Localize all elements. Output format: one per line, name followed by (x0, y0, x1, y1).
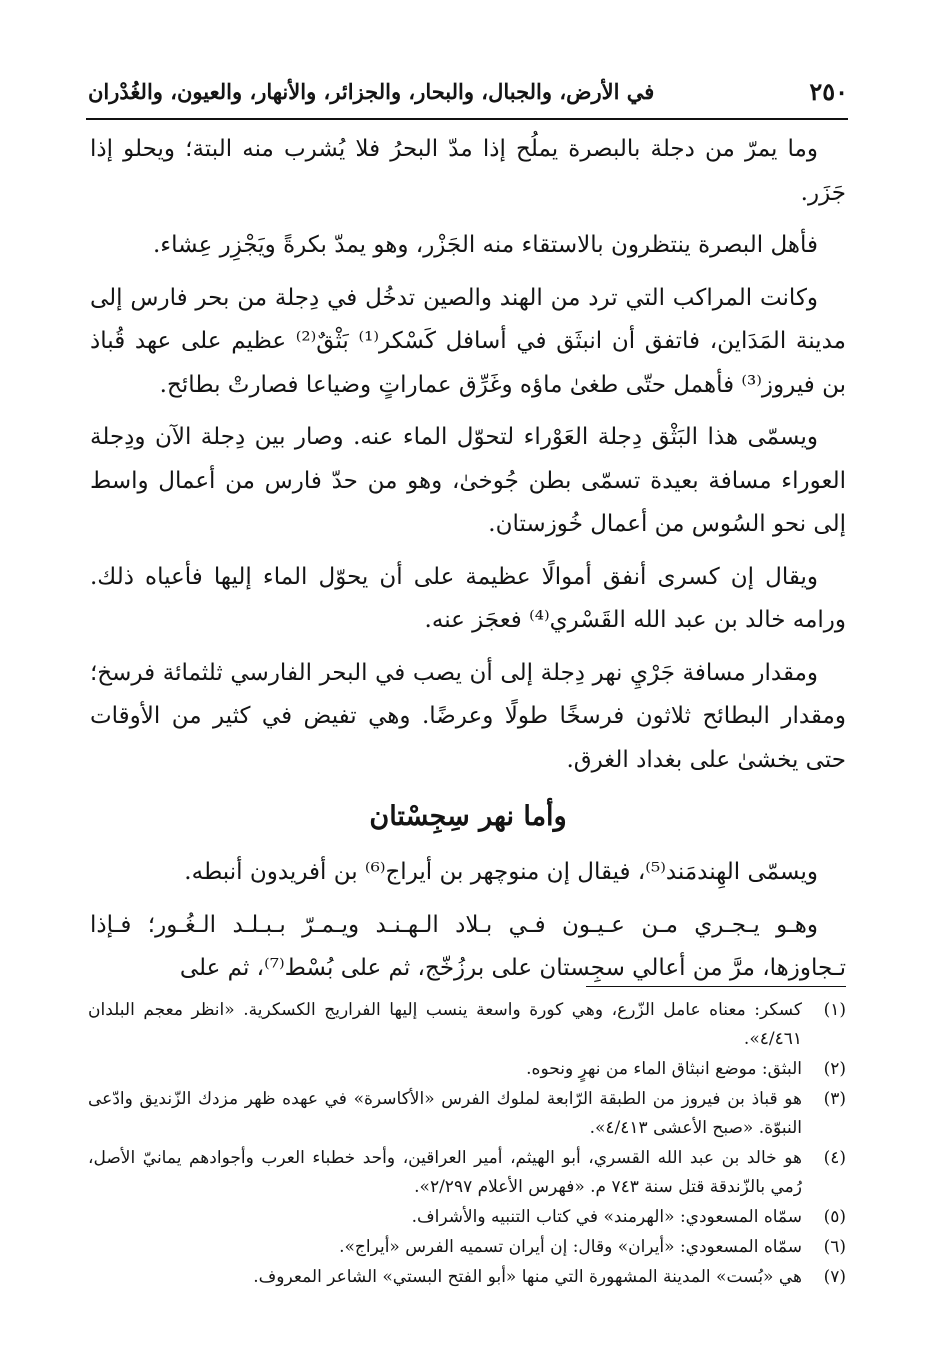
paragraph: ويسمّى الهِندمَند⁽⁵⁾، فيقال إن منوچهر بن أيراج⁽⁶⁾ بن أفريدون أنبطه. (184, 859, 818, 885)
section-heading: وأما نهر سِجِسْتان (369, 801, 567, 832)
footnote (88, 1144, 846, 1202)
footnote-number: (٢) (823, 1059, 846, 1079)
footnote (88, 996, 846, 1054)
paragraph: ومقدار مسافة جَرْيِ نهر دِجلة إلى أن يصب في البحر الفارسي ثلثمائة فرسخ؛ ومقدار البطائح ثلاثون فرسخًا طولًا وعرضًا. وهي تفيض في كثير من الأوقات حتى يخشىٰ على بغداد الغرق. (90, 659, 846, 773)
header-rule (86, 118, 848, 120)
footnote-text: البثق: موضع انبثاق الماء من نهرٍ ونحوه. (526, 1059, 802, 1079)
footnote-number: (٥) (823, 1207, 846, 1227)
footnotes (88, 996, 846, 1293)
footnote-text: سمّاه المسعودي: «الهرمند» في كتاب التنبيه والأشراف. (411, 1207, 802, 1227)
page-number: ٢٥٠ (809, 76, 848, 106)
footnote-text: هو قباذ بن فيروز من الطبقة الرّابعة لملوك الفرس «الأكاسرة» في عهده ظهر مزدك الزّنديق وادّعى النبوّة. «صبح الأعشى ٤/٤١٣». (88, 1089, 802, 1138)
footnote (88, 1233, 846, 1262)
paragraph: وكانت المراكب التي ترد من الهند والصين تدخُل في دِجلة من بحر فارس إلى مدينة المَدَاين، فاتفق أن انبثَق في أسافل كَسْكر⁽¹⁾ بَثْقٌ⁽²⁾ عظيم على عهد قُباذ بن فيروز⁽³⁾ فأهمل حتّى طغىٰ ماؤه وغَرِّق عماراتٍ وضياعا فصارتْ بطائح. (90, 284, 846, 398)
footnote-number: (٧) (823, 1267, 846, 1287)
paragraph: ويقال إن كسرى أنفق أموالًا عظيمة على أن يحوّل الماء إليها فأعياه ذلك. ورامه خالد بن عبد الله القَسْري⁽⁴⁾ فعجَز عنه. (90, 563, 846, 633)
footnote (88, 1085, 846, 1143)
footnote-number: (٣) (823, 1089, 846, 1109)
footnote-number: (٤) (823, 1148, 846, 1168)
footnote-number: (٦) (823, 1237, 846, 1257)
footnote-text: سمّاه المسعودي: «أيران» وقال: إن أيران تسميه الفرس «أيراج». (339, 1237, 802, 1257)
footnote (88, 1055, 846, 1084)
paragraph: ويسمّى هذا البَثْق دِجلة العَوْراء لتحوّل الماء عنه. وصار بين دِجلة الآن ودِجلة العوراء مسافة بعيدة تسمّى بطن جُوخىٰ، وهو من حدّ فارس من أعمال واسط إلى نحو السُوس من أعمال خُوزستان. (90, 424, 846, 537)
footnote-rule (586, 986, 846, 987)
paragraph: وهـو يـجـري مـن عـيـون فـي بـلاد الـهـنـد ويـمـرّ بـبـلـد الـغُـور؛ فـإذا تـجاوزها، مرَّ من أعالي سجِستان على برزُخّج، ثم على بُسْط⁽⁷⁾، ثم على (90, 911, 846, 981)
page-header (88, 70, 848, 112)
main-text (90, 128, 846, 1000)
footnote-text: كسكر: معناه عامل الزّرع، وهي كورة واسعة ينسب إليها الفراريج الكسكرية. «انظر معجم البلدان ٤/٤٦١». (88, 1000, 802, 1049)
footnote (88, 1203, 846, 1232)
footnote-text: هي «بُست» المدينة المشهورة التي منها «أبو الفتح البستي» الشاعر المعروف. (253, 1267, 802, 1287)
running-title: في الأرض، والجبال، والبحار، والجزائر، والأنهار، والعيون، والغُدْران (88, 78, 655, 104)
paragraph: فأهل البصرة ينتظرون بالاستقاء منه الجَزْر، وهو يمدّ بكرةً ويَجْزِر عِشاء. (152, 232, 818, 258)
paragraph: وما يمرّ من دجلة بالبصرة يملُح إذا مدّ البحرُ فلا يُشرب منه البتة؛ ويحلو إذا جَزَر. (90, 136, 846, 206)
footnote (88, 1263, 846, 1292)
footnote-text: هو خالد بن عبد الله القسري، أبو الهيثم، أمير العراقين، وأحد خطباء العرب وأجوادهم يمانيّ الأصل، رُمي بالزّندقة قتل سنة ٧٤٣ م. «فهرس الأعلام ٢/٢٩٧». (88, 1148, 802, 1197)
footnote-number: (١) (823, 1000, 846, 1020)
